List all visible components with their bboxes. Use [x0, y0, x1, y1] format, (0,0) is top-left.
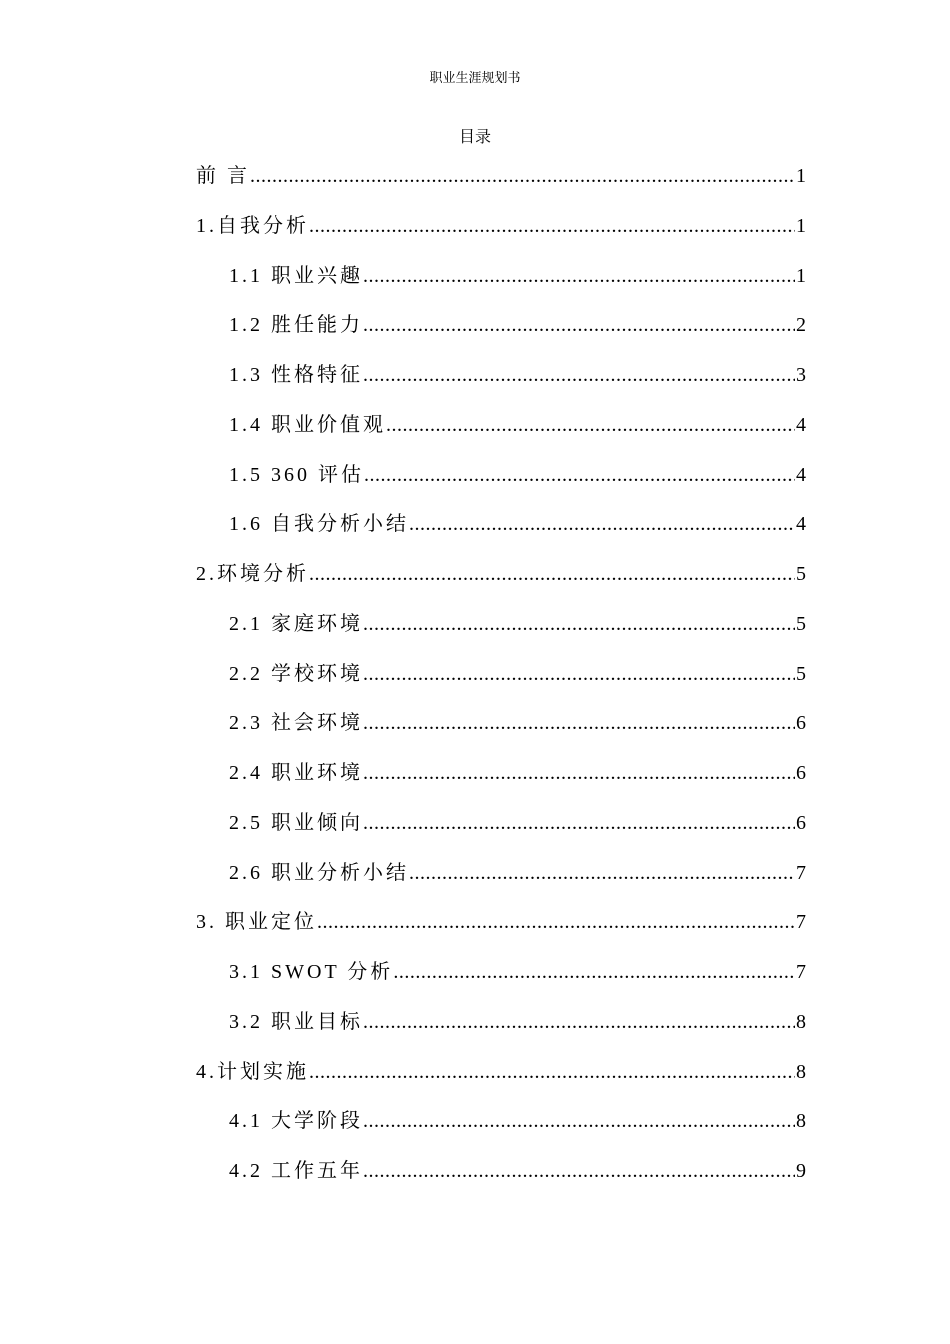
toc-entry-page-number: 7	[796, 861, 806, 884]
toc-dot-leader	[409, 510, 795, 538]
toc-dot-leader	[309, 560, 795, 588]
toc-entry[interactable]	[196, 212, 806, 262]
toc-entry-label: 2.2 学校环境	[229, 662, 363, 685]
toc-entry[interactable]	[196, 908, 806, 958]
toc-entry[interactable]	[196, 262, 806, 312]
toc-entry-page-number: 6	[796, 811, 806, 834]
toc-entry-label: 2.5 职业倾向	[229, 811, 363, 834]
toc-entry[interactable]	[196, 162, 806, 212]
toc-entry[interactable]	[196, 1058, 806, 1108]
toc-dot-leader	[363, 1157, 795, 1185]
toc-entry[interactable]	[196, 1008, 806, 1058]
document-header-title: 职业生涯规划书	[429, 71, 521, 86]
toc-entry-page-number: 7	[796, 961, 806, 983]
toc-entry-label: 4.计划实施	[196, 1060, 309, 1083]
toc-entry[interactable]	[196, 560, 806, 610]
toc-entry-page-number: 4	[796, 513, 806, 536]
toc-entry[interactable]	[196, 759, 806, 809]
toc-dot-leader	[363, 809, 795, 837]
table-of-contents	[196, 162, 806, 1207]
toc-entry[interactable]	[196, 311, 806, 361]
toc-entry-page-number: 4	[796, 413, 806, 436]
toc-entry-page-number: 6	[796, 712, 806, 735]
toc-entry-page-number: 2	[796, 314, 806, 337]
toc-entry-label: 3. 职业定位	[196, 911, 317, 934]
toc-entry[interactable]	[196, 361, 806, 411]
toc-entry-label: 2.1 家庭环境	[229, 612, 363, 635]
toc-entry[interactable]	[196, 510, 806, 560]
toc-entry-page-number: 5	[796, 662, 806, 685]
toc-entry-label: 1.自我分析	[196, 214, 309, 237]
toc-entry-page-number: 9	[796, 1160, 806, 1182]
toc-entry-page-number: 5	[796, 563, 806, 585]
toc-entry-label: 3.1 SWOT 分析	[229, 961, 394, 983]
toc-dot-leader	[363, 660, 795, 688]
toc-dot-leader	[309, 1058, 795, 1086]
toc-entry[interactable]	[196, 1157, 806, 1207]
toc-dot-leader	[364, 461, 795, 489]
toc-entry[interactable]	[196, 958, 806, 1008]
toc-entry-label: 1.6 自我分析小结	[229, 513, 409, 536]
toc-entry-label: 2.环境分析	[196, 563, 309, 585]
toc-entry-page-number: 6	[796, 762, 806, 784]
toc-dot-leader	[409, 859, 795, 887]
toc-entry-label: 2.3 社会环境	[229, 712, 363, 735]
toc-entry-page-number: 5	[796, 612, 806, 635]
toc-entry[interactable]	[196, 610, 806, 660]
toc-entry-page-number: 8	[796, 1010, 806, 1033]
toc-entry-label: 4.2 工作五年	[229, 1160, 363, 1182]
toc-dot-leader	[386, 411, 795, 439]
toc-entry-page-number: 1	[796, 264, 806, 287]
toc-entry-label: 1.5 360 评估	[229, 463, 364, 486]
toc-entry-page-number: 8	[796, 1060, 806, 1083]
toc-entry[interactable]	[196, 411, 806, 461]
toc-dot-leader	[317, 908, 795, 936]
toc-dot-leader	[363, 709, 795, 737]
toc-entry-label: 4.1 大学阶段	[229, 1110, 363, 1133]
toc-entry-label: 2.6 职业分析小结	[229, 861, 409, 884]
toc-dot-leader	[363, 1008, 795, 1036]
toc-dot-leader	[363, 759, 795, 787]
toc-entry-label: 2.4 职业环境	[229, 762, 363, 784]
toc-entry-label: 1.2 胜任能力	[229, 314, 363, 337]
toc-entry[interactable]	[196, 660, 806, 710]
toc-entry-label: 1.1 职业兴趣	[229, 264, 363, 287]
toc-entry[interactable]	[196, 809, 806, 859]
toc-dot-leader	[393, 958, 795, 986]
toc-dot-leader	[363, 262, 795, 290]
toc-entry[interactable]	[196, 859, 806, 909]
toc-entry-page-number: 7	[796, 911, 806, 934]
toc-dot-leader	[363, 311, 795, 339]
toc-entry-page-number: 1	[796, 165, 806, 187]
toc-heading: 目录	[458, 129, 491, 146]
toc-entry-label: 3.2 职业目标	[229, 1010, 363, 1033]
toc-entry-label: 1.3 性格特征	[229, 364, 363, 386]
toc-entry-page-number: 4	[796, 463, 806, 486]
toc-entry-page-number: 8	[796, 1110, 806, 1133]
toc-entry[interactable]	[196, 461, 806, 511]
toc-entry-label: 1.4 职业价值观	[229, 413, 386, 436]
toc-dot-leader	[309, 212, 795, 240]
toc-entry-page-number: 3	[796, 364, 806, 386]
toc-entry[interactable]	[196, 1107, 806, 1157]
toc-dot-leader	[363, 610, 795, 638]
toc-entry-page-number: 1	[796, 214, 806, 237]
toc-dot-leader	[250, 162, 795, 190]
toc-entry-label: 前 言	[196, 165, 250, 187]
toc-dot-leader	[363, 361, 795, 389]
toc-dot-leader	[363, 1107, 795, 1135]
toc-entry[interactable]	[196, 709, 806, 759]
